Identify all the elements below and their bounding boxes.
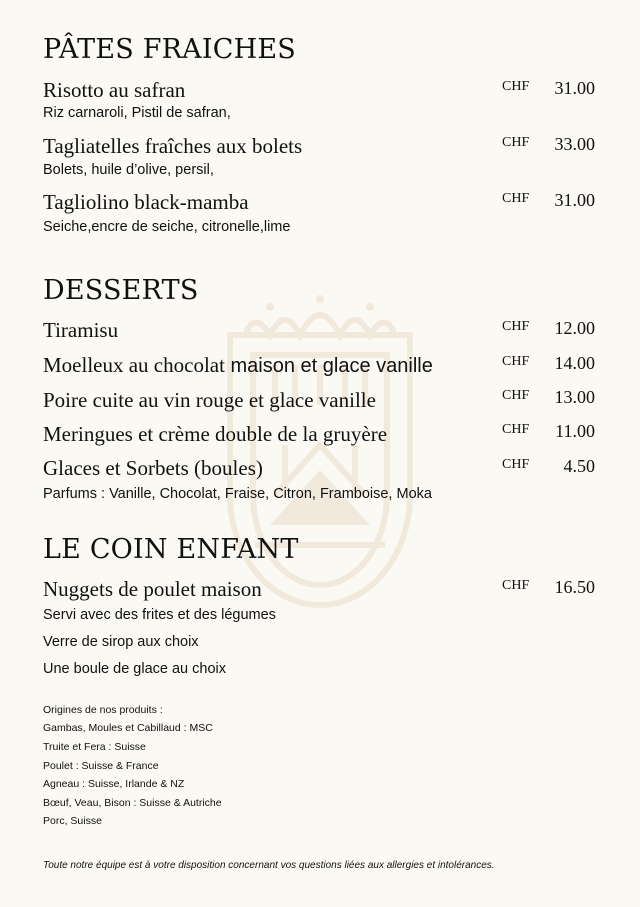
dish-price: 4.50 [563, 456, 595, 476]
currency-label: CHF [502, 388, 530, 403]
dish-name: Meringues et crème double de la gruyère [43, 422, 388, 446]
origin-line: Poulet : Suisse & France [43, 760, 159, 772]
section-title-pates: PÂTES FRAICHES [43, 34, 296, 65]
currency-label: CHF [502, 457, 530, 472]
dish-price: 13.00 [554, 387, 595, 407]
dish-name [43, 353, 433, 378]
currency-label: CHF [502, 79, 530, 94]
origin-line: Agneau : Suisse, Irlande & NZ [43, 778, 185, 790]
allergy-footnote: Toute notre équipe est à votre disposition concernant vos questions liées aux allergies et intolérances. [43, 860, 495, 871]
currency-label: CHF [502, 578, 530, 593]
dish-description: Bolets, huile d’olive, persil, [43, 162, 214, 178]
currency-label: CHF [502, 135, 530, 150]
dish-name: Tagliatelles fraîches aux bolets [43, 134, 303, 158]
dish-price: 31.00 [554, 190, 595, 210]
dish-name: Poire cuite au vin rouge et glace vanille [43, 388, 376, 412]
origin-line: Bœuf, Veau, Bison : Suisse & Autriche [43, 797, 222, 809]
dish-price: 12.00 [554, 318, 595, 338]
section-title-enfant: LE COIN ENFANT [43, 534, 299, 565]
dish-name: Glaces et Sorbets (boules) [43, 456, 263, 480]
dish-name-part: maison et glace vanille [224, 355, 433, 377]
origins-heading: Origines de nos produits : [43, 704, 163, 716]
dish-description: Verre de sirop aux choix [43, 634, 199, 650]
dish-name-part: Moelleux au chocolat [43, 353, 225, 377]
origin-line: Truite et Fera : Suisse [43, 741, 146, 753]
dish-description: Servi avec des frites et des légumes [43, 607, 276, 623]
dish-name: Tagliolino black-mamba [43, 190, 249, 214]
currency-label: CHF [502, 422, 530, 437]
dish-name: Nuggets de poulet maison [43, 577, 262, 601]
dish-price: 14.00 [554, 353, 595, 373]
currency-label: CHF [502, 319, 530, 334]
dish-name: Tiramisu [43, 318, 119, 342]
dish-name: Risotto au safran [43, 78, 186, 102]
origin-line: Gambas, Moules et Cabillaud : MSC [43, 722, 213, 734]
dish-price: 16.50 [554, 577, 595, 597]
section-title-desserts: DESSERTS [43, 275, 199, 306]
currency-label: CHF [502, 191, 530, 206]
dish-description: Une boule de glace au choix [43, 661, 226, 677]
dish-price: 31.00 [554, 78, 595, 98]
origin-line: Porc, Suisse [43, 815, 102, 827]
dish-description: Riz carnaroli, Pistil de safran, [43, 105, 231, 121]
currency-label: CHF [502, 354, 530, 369]
dish-price: 11.00 [555, 421, 595, 441]
dish-price: 33.00 [554, 134, 595, 154]
dish-description: Seiche,encre de seiche, citronelle,lime [43, 219, 291, 235]
dish-description: Parfums : Vanille, Chocolat, Fraise, Citron, Framboise, Moka [43, 486, 432, 502]
